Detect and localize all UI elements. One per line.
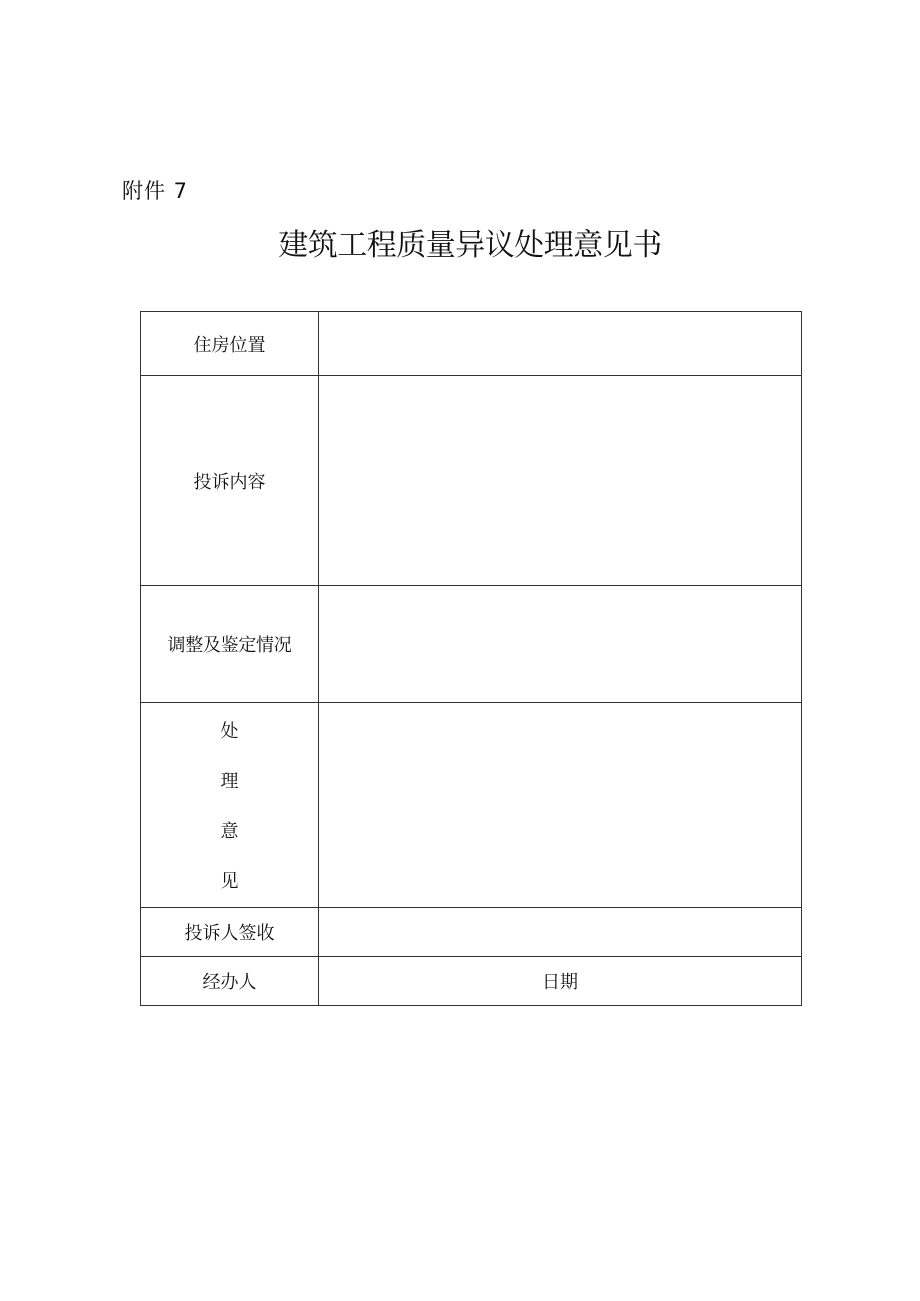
handling-opinion-char: 处: [220, 721, 239, 742]
row-handling-opinion: [141, 703, 802, 908]
complainant-signature-value[interactable]: [319, 908, 802, 957]
row-handler: [141, 957, 802, 1006]
handler-label: 经办人: [141, 957, 319, 1006]
handling-opinion-char: 意: [220, 821, 239, 842]
complaint-content-value[interactable]: [319, 376, 802, 586]
row-adjustment-appraisal: [141, 586, 802, 703]
housing-location-label: 住房位置: [141, 312, 319, 376]
row-housing-location: [141, 312, 802, 376]
handling-opinion-label: [141, 715, 318, 895]
handling-opinion-char: 理: [220, 771, 239, 792]
handling-opinion-value[interactable]: [319, 703, 802, 908]
complainant-signature-label: 投诉人签收: [141, 908, 319, 957]
document-title: 建筑工程质量异议处理意见书: [278, 228, 662, 263]
date-label: 日期: [319, 957, 802, 1006]
objection-form-table: [140, 311, 802, 1006]
adjustment-appraisal-value[interactable]: [319, 586, 802, 703]
housing-location-value[interactable]: [319, 312, 802, 376]
row-complainant-signature: [141, 908, 802, 957]
attachment-label: 附件 7: [122, 179, 189, 203]
handling-opinion-char: 见: [220, 871, 239, 892]
complaint-content-label: 投诉内容: [141, 376, 319, 586]
handling-opinion-label-cell: [141, 703, 319, 908]
adjustment-appraisal-label: 调整及鉴定情况: [141, 586, 319, 703]
row-complaint-content: [141, 376, 802, 586]
